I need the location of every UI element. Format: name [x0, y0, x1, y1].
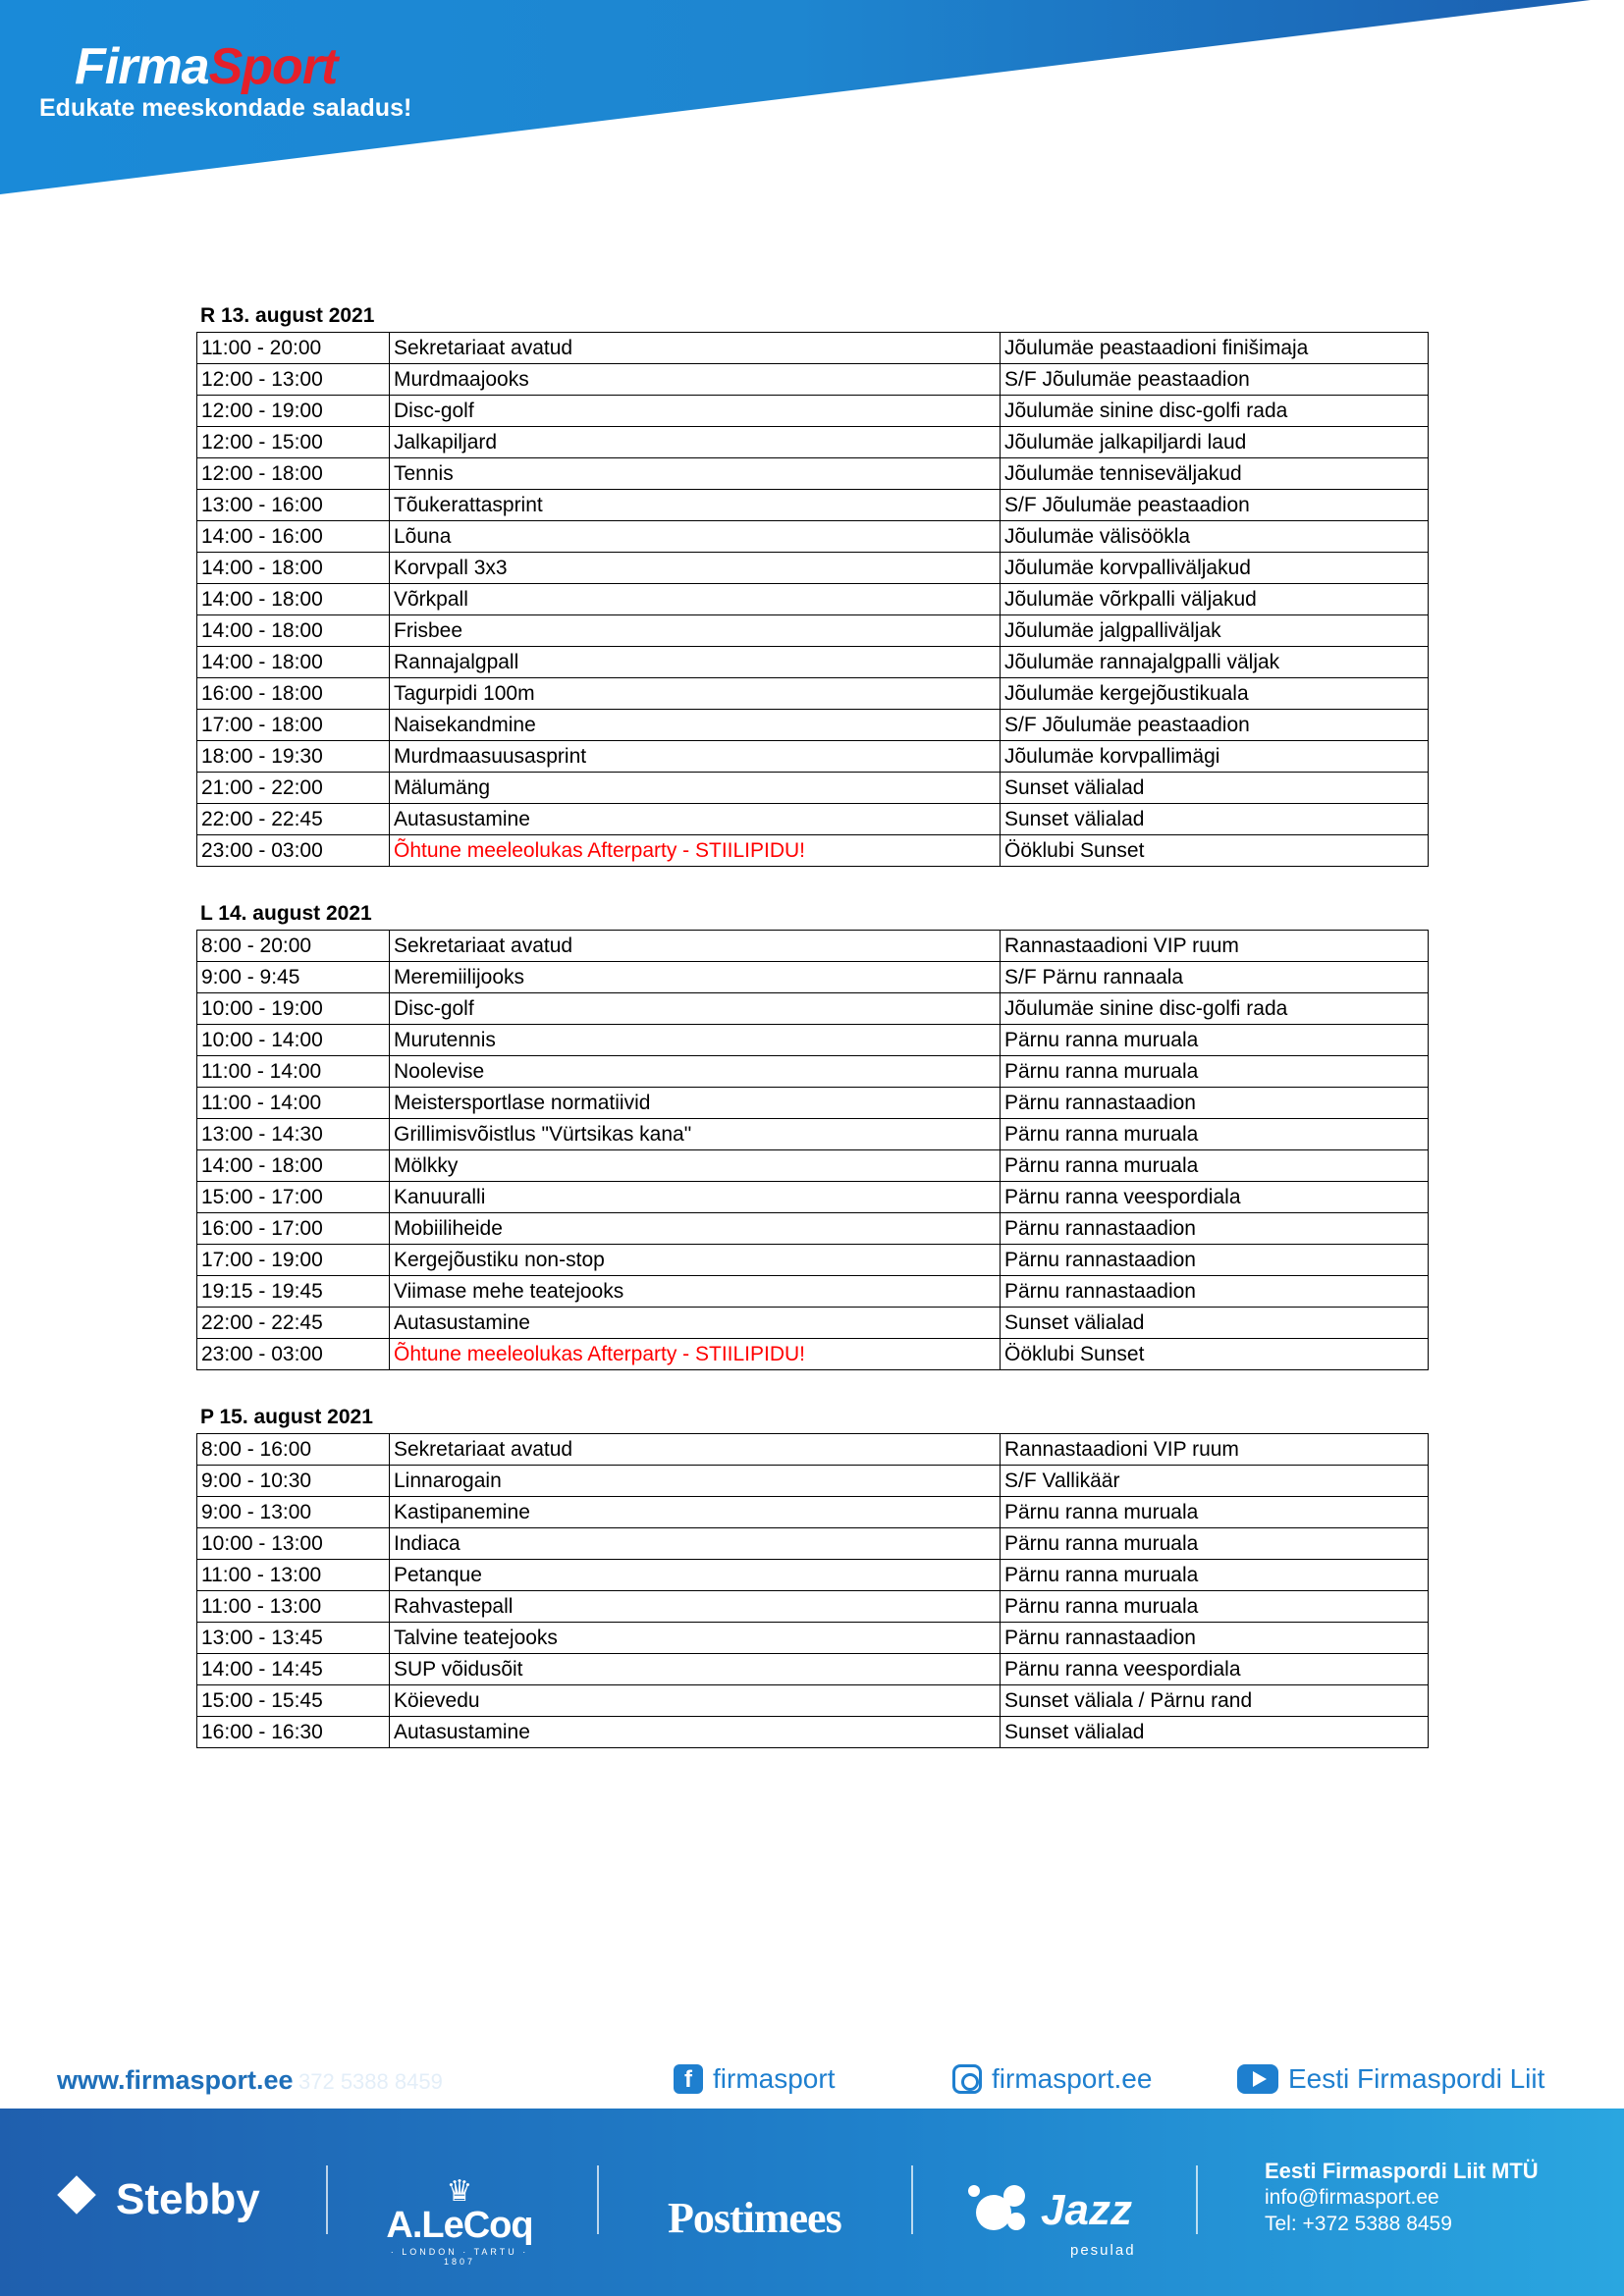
- organisation-contact: [1265, 2158, 1539, 2237]
- day-title: L 14. august 2021: [200, 902, 372, 925]
- event-cell: Autasustamine: [390, 1717, 1001, 1748]
- stebby-mark-icon: [59, 2177, 104, 2222]
- time-cell: 23:00 - 03:00: [197, 1339, 390, 1370]
- location-cell: S/F Jõulumäe peastaadion: [1001, 364, 1429, 396]
- event-cell: Noolevise: [390, 1056, 1001, 1088]
- event-cell: Tennis: [390, 458, 1001, 490]
- time-cell: 14:00 - 18:00: [197, 1150, 390, 1182]
- table-row: [197, 1150, 1429, 1182]
- table-row: [197, 962, 1429, 993]
- table-row: [197, 1119, 1429, 1150]
- organisation-name: Eesti Firmaspordi Liit MTÜ: [1265, 2159, 1539, 2183]
- time-cell: 11:00 - 20:00: [197, 333, 390, 364]
- time-cell: 18:00 - 19:30: [197, 741, 390, 773]
- alecoq-logo: [381, 2175, 538, 2267]
- schedule: [196, 300, 1428, 1780]
- schedule-table: [196, 930, 1429, 1370]
- location-cell: S/F Vallikäär: [1001, 1466, 1429, 1497]
- event-cell: Kastipanemine: [390, 1497, 1001, 1528]
- contact-bar: [0, 2061, 1624, 2110]
- time-cell: 16:00 - 16:30: [197, 1717, 390, 1748]
- event-cell: Kergejõustiku non-stop: [390, 1245, 1001, 1276]
- alecoq-year: 1807: [443, 2257, 476, 2267]
- table-row: [197, 1466, 1429, 1497]
- youtube-icon: [1237, 2064, 1278, 2094]
- page-footer: [0, 2109, 1624, 2296]
- table-row: [197, 1182, 1429, 1213]
- event-cell: Grillimisvõistlus "Vürtsikas kana": [390, 1119, 1001, 1150]
- event-cell: Mobiiliheide: [390, 1213, 1001, 1245]
- time-cell: 15:00 - 17:00: [197, 1182, 390, 1213]
- time-cell: 9:00 - 13:00: [197, 1497, 390, 1528]
- location-cell: Pärnu rannastaadion: [1001, 1245, 1429, 1276]
- location-cell: Sunset välialad: [1001, 773, 1429, 804]
- time-cell: 22:00 - 22:45: [197, 1308, 390, 1339]
- location-cell: Pärnu ranna muruala: [1001, 1025, 1429, 1056]
- table-row: [197, 1528, 1429, 1560]
- table-row: [197, 615, 1429, 647]
- time-cell: 10:00 - 19:00: [197, 993, 390, 1025]
- location-cell: Ööklubi Sunset: [1001, 835, 1429, 867]
- event-cell: Sekretariaat avatud: [390, 1434, 1001, 1466]
- day-section: [196, 1402, 1428, 1748]
- table-row: [197, 710, 1429, 741]
- time-cell: 11:00 - 14:00: [197, 1088, 390, 1119]
- event-cell: Õhtune meeleolukas Afterparty - STIILIPIDU!: [390, 1339, 1001, 1370]
- tagline: Edukate meeskondade saladus!: [39, 94, 412, 122]
- event-cell: Autasustamine: [390, 1308, 1001, 1339]
- table-row: [197, 1088, 1429, 1119]
- organisation-phone: Tel: +372 5388 8459: [1265, 2213, 1452, 2235]
- table-row: [197, 993, 1429, 1025]
- location-cell: Sunset välialad: [1001, 1717, 1429, 1748]
- event-cell: Köievedu: [390, 1685, 1001, 1717]
- event-cell: Rahvastepall: [390, 1591, 1001, 1623]
- instagram-icon: [952, 2064, 982, 2094]
- alecoq-subtitle: · LONDON · TARTU ·: [390, 2247, 529, 2257]
- facebook-link[interactable]: [674, 2063, 835, 2095]
- event-cell: Naisekandmine: [390, 710, 1001, 741]
- time-cell: 13:00 - 13:45: [197, 1623, 390, 1654]
- table-row: [197, 931, 1429, 962]
- time-cell: 11:00 - 13:00: [197, 1591, 390, 1623]
- time-cell: 11:00 - 14:00: [197, 1056, 390, 1088]
- footer-divider: [326, 2165, 328, 2234]
- day-section: [196, 300, 1428, 867]
- event-cell: Sekretariaat avatud: [390, 333, 1001, 364]
- event-cell: Kanuuralli: [390, 1182, 1001, 1213]
- table-row: [197, 804, 1429, 835]
- location-cell: Jõulumäe korvpalliväljakud: [1001, 553, 1429, 584]
- table-row: [197, 1213, 1429, 1245]
- event-cell: Võrkpall: [390, 584, 1001, 615]
- table-row: [197, 490, 1429, 521]
- table-row: [197, 647, 1429, 678]
- event-cell: Lõuna: [390, 521, 1001, 553]
- table-row: [197, 1717, 1429, 1748]
- footer-divider: [911, 2165, 913, 2234]
- table-row: [197, 1497, 1429, 1528]
- logo-sport: Sport: [208, 38, 338, 95]
- location-cell: Rannastaadioni VIP ruum: [1001, 1434, 1429, 1466]
- location-cell: Sunset väliala / Pärnu rand: [1001, 1685, 1429, 1717]
- event-cell: Tõukerattasprint: [390, 490, 1001, 521]
- location-cell: S/F Jõulumäe peastaadion: [1001, 490, 1429, 521]
- table-row: [197, 1623, 1429, 1654]
- event-cell: Frisbee: [390, 615, 1001, 647]
- stebby-logo: [59, 2175, 260, 2224]
- time-cell: 14:00 - 16:00: [197, 521, 390, 553]
- website-link[interactable]: www.firmasport.ee: [57, 2065, 294, 2095]
- time-cell: 21:00 - 22:00: [197, 773, 390, 804]
- time-cell: 13:00 - 14:30: [197, 1119, 390, 1150]
- table-row: [197, 521, 1429, 553]
- time-cell: 12:00 - 18:00: [197, 458, 390, 490]
- event-cell: Disc-golf: [390, 993, 1001, 1025]
- table-row: [197, 1654, 1429, 1685]
- alecoq-wordmark: A.LeCoq: [386, 2205, 533, 2246]
- table-row: [197, 741, 1429, 773]
- location-cell: Jõulumäe võrkpalli väljakud: [1001, 584, 1429, 615]
- page-header: [0, 0, 1624, 196]
- event-cell: SUP võidusõit: [390, 1654, 1001, 1685]
- table-row: [197, 458, 1429, 490]
- event-cell: Viimase mehe teatejooks: [390, 1276, 1001, 1308]
- location-cell: Jõulumäe välisöökla: [1001, 521, 1429, 553]
- table-row: [197, 584, 1429, 615]
- jazz-wordmark: Jazz: [1041, 2186, 1132, 2234]
- event-cell: Tagurpidi 100m: [390, 678, 1001, 710]
- location-cell: Rannastaadioni VIP ruum: [1001, 931, 1429, 962]
- time-cell: 8:00 - 16:00: [197, 1434, 390, 1466]
- footer-divider: [1196, 2165, 1198, 2234]
- location-cell: Jõulumäe rannajalgpalli väljak: [1001, 647, 1429, 678]
- table-row: [197, 1025, 1429, 1056]
- table-row: [197, 553, 1429, 584]
- time-cell: 10:00 - 13:00: [197, 1528, 390, 1560]
- time-cell: 11:00 - 13:00: [197, 1560, 390, 1591]
- event-cell: Murutennis: [390, 1025, 1001, 1056]
- event-cell: Disc-golf: [390, 396, 1001, 427]
- event-cell: Petanque: [390, 1560, 1001, 1591]
- day-title: P 15. august 2021: [200, 1406, 373, 1428]
- location-cell: Pärnu ranna muruala: [1001, 1056, 1429, 1088]
- event-cell: Murdmaajooks: [390, 364, 1001, 396]
- time-cell: 9:00 - 10:30: [197, 1466, 390, 1497]
- time-cell: 12:00 - 15:00: [197, 427, 390, 458]
- youtube-link[interactable]: [1237, 2063, 1544, 2095]
- table-row: [197, 835, 1429, 867]
- location-cell: Pärnu ranna muruala: [1001, 1528, 1429, 1560]
- event-cell: Mälumäng: [390, 773, 1001, 804]
- table-row: [197, 396, 1429, 427]
- table-row: [197, 1560, 1429, 1591]
- location-cell: Pärnu ranna veespordiala: [1001, 1654, 1429, 1685]
- location-cell: Jõulumäe korvpallimägi: [1001, 741, 1429, 773]
- location-cell: Pärnu ranna muruala: [1001, 1560, 1429, 1591]
- table-row: [197, 1056, 1429, 1088]
- table-row: [197, 1591, 1429, 1623]
- table-row: [197, 427, 1429, 458]
- location-cell: Pärnu rannastaadion: [1001, 1213, 1429, 1245]
- time-cell: 9:00 - 9:45: [197, 962, 390, 993]
- time-cell: 10:00 - 14:00: [197, 1025, 390, 1056]
- time-cell: 16:00 - 17:00: [197, 1213, 390, 1245]
- facebook-icon: f: [674, 2064, 703, 2094]
- event-cell: Indiaca: [390, 1528, 1001, 1560]
- stebby-wordmark: Stebby: [116, 2175, 260, 2223]
- location-cell: Jõulumäe peastaadioni finišimaja: [1001, 333, 1429, 364]
- instagram-link[interactable]: [952, 2063, 1152, 2095]
- day-section: [196, 898, 1428, 1370]
- table-row: [197, 678, 1429, 710]
- location-cell: Pärnu rannastaadion: [1001, 1623, 1429, 1654]
- location-cell: Jõulumäe sinine disc-golfi rada: [1001, 396, 1429, 427]
- time-cell: 16:00 - 18:00: [197, 678, 390, 710]
- event-cell: Talvine teatejooks: [390, 1623, 1001, 1654]
- time-cell: 13:00 - 16:00: [197, 490, 390, 521]
- instagram-label: firmasport.ee: [992, 2063, 1153, 2094]
- time-cell: 14:00 - 18:00: [197, 647, 390, 678]
- location-cell: Pärnu rannastaadion: [1001, 1088, 1429, 1119]
- event-cell: Korvpall 3x3: [390, 553, 1001, 584]
- firmasport-logo: [75, 37, 337, 96]
- schedule-table: [196, 1433, 1429, 1748]
- location-cell: S/F Pärnu rannaala: [1001, 962, 1429, 993]
- event-cell: Õhtune meeleolukas Afterparty - STIILIPIDU!: [390, 835, 1001, 867]
- time-cell: 14:00 - 18:00: [197, 615, 390, 647]
- time-cell: 23:00 - 03:00: [197, 835, 390, 867]
- event-cell: Rannajalgpall: [390, 647, 1001, 678]
- event-cell: Autasustamine: [390, 804, 1001, 835]
- location-cell: Jõulumäe tenniseväljakud: [1001, 458, 1429, 490]
- location-cell: Pärnu ranna muruala: [1001, 1497, 1429, 1528]
- location-cell: Jõulumäe sinine disc-golfi rada: [1001, 993, 1429, 1025]
- time-cell: 8:00 - 20:00: [197, 931, 390, 962]
- location-cell: S/F Jõulumäe peastaadion: [1001, 710, 1429, 741]
- location-cell: Ööklubi Sunset: [1001, 1339, 1429, 1370]
- jazz-bubbles-icon: [968, 2181, 1033, 2240]
- table-row: [197, 1685, 1429, 1717]
- location-cell: Jõulumäe kergejõustikuala: [1001, 678, 1429, 710]
- location-cell: Jõulumäe jalkapiljardi laud: [1001, 427, 1429, 458]
- location-cell: Sunset välialad: [1001, 1308, 1429, 1339]
- event-cell: Meistersportlase normatiivid: [390, 1088, 1001, 1119]
- facebook-label: firmasport: [713, 2063, 836, 2094]
- location-cell: Sunset välialad: [1001, 804, 1429, 835]
- table-row: [197, 1276, 1429, 1308]
- location-cell: Pärnu ranna muruala: [1001, 1119, 1429, 1150]
- event-cell: Murdmaasuusasprint: [390, 741, 1001, 773]
- jazz-subtitle: pesulad: [1070, 2242, 1136, 2259]
- table-row: [197, 773, 1429, 804]
- location-cell: Pärnu rannastaadion: [1001, 1276, 1429, 1308]
- table-row: [197, 364, 1429, 396]
- time-cell: 22:00 - 22:45: [197, 804, 390, 835]
- table-row: [197, 333, 1429, 364]
- time-cell: 19:15 - 19:45: [197, 1276, 390, 1308]
- location-cell: Pärnu ranna muruala: [1001, 1150, 1429, 1182]
- time-cell: 15:00 - 15:45: [197, 1685, 390, 1717]
- table-row: [197, 1434, 1429, 1466]
- youtube-label: Eesti Firmaspordi Liit: [1288, 2063, 1545, 2094]
- logo-firma: Firma: [75, 38, 209, 95]
- location-cell: Pärnu ranna muruala: [1001, 1591, 1429, 1623]
- organisation-email[interactable]: info@firmasport.ee: [1265, 2186, 1439, 2209]
- event-cell: Mölkky: [390, 1150, 1001, 1182]
- time-cell: 12:00 - 19:00: [197, 396, 390, 427]
- time-cell: 12:00 - 13:00: [197, 364, 390, 396]
- time-cell: 14:00 - 14:45: [197, 1654, 390, 1685]
- event-cell: Meremiilijooks: [390, 962, 1001, 993]
- day-title: R 13. august 2021: [200, 304, 375, 327]
- table-row: [197, 1308, 1429, 1339]
- footer-divider: [597, 2165, 599, 2234]
- event-cell: Jalkapiljard: [390, 427, 1001, 458]
- table-row: [197, 1245, 1429, 1276]
- event-cell: Linnarogain: [390, 1466, 1001, 1497]
- crown-icon: ♛: [446, 2175, 473, 2208]
- time-cell: 14:00 - 18:00: [197, 584, 390, 615]
- schedule-table: [196, 332, 1429, 867]
- jazz-logo: [968, 2181, 1136, 2259]
- location-cell: Pärnu ranna veespordiala: [1001, 1182, 1429, 1213]
- event-cell: Sekretariaat avatud: [390, 931, 1001, 962]
- table-row: [197, 1339, 1429, 1370]
- postimees-logo: Postimees: [668, 2194, 841, 2242]
- time-cell: 17:00 - 18:00: [197, 710, 390, 741]
- time-cell: 14:00 - 18:00: [197, 553, 390, 584]
- location-cell: Jõulumäe jalgpalliväljak: [1001, 615, 1429, 647]
- website-ghost-text: 372 5388 8459: [298, 2069, 443, 2094]
- time-cell: 17:00 - 19:00: [197, 1245, 390, 1276]
